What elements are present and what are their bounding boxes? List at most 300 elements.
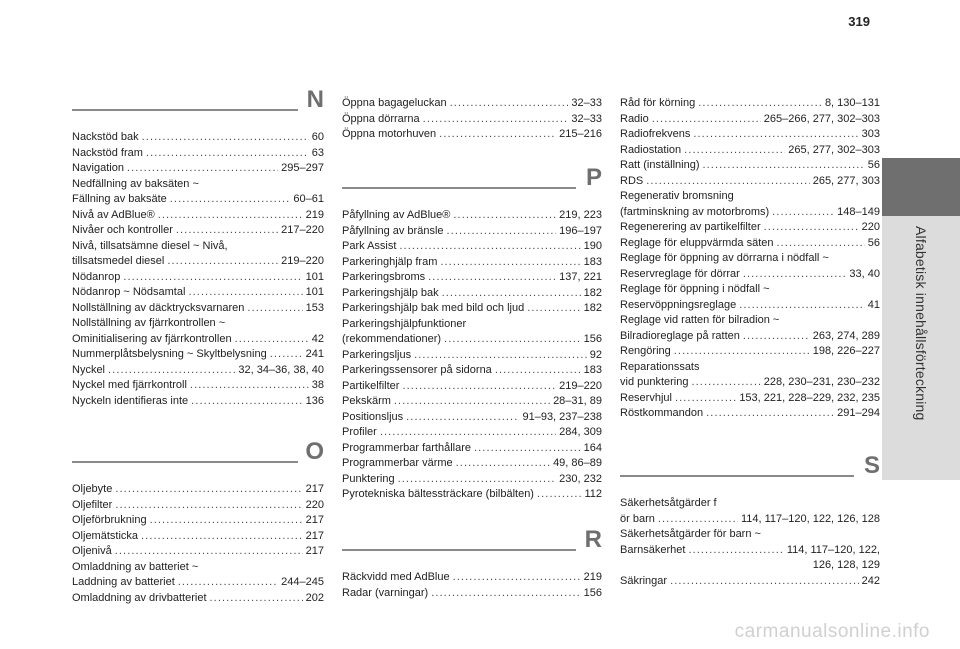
index-entry [72,482,324,498]
section-heading-s [620,454,880,496]
dot-leader [170,192,291,208]
index-entry-term: Positionsljus [342,410,404,423]
dot-leader [158,208,303,224]
index-entry-pages: 92 [589,348,602,361]
index-entry [342,286,602,302]
dot-leader [646,174,809,190]
index-heading-line: Nedfällning av baksäten ~ [72,177,199,190]
dot-leader [442,286,581,302]
index-entry-pages: 219–220 [559,379,602,392]
dot-leader [658,512,738,528]
index-entry-term: Påfyllning av AdBlue® [342,209,451,221]
index-entry-pages: 244–245 [281,576,324,588]
index-heading-line: Reglage för öppning av dörrarna i nödfall ~ [620,252,829,264]
index-entry [342,239,602,255]
index-entry-pages: 183 [583,364,602,376]
index-entry-pages: 112 [584,488,602,500]
index-entry-pages: 215–216 [559,128,602,140]
dot-leader [115,498,302,514]
index-entry [620,574,880,590]
index-entry-pages: 32–33 [571,112,602,125]
dot-leader [739,298,865,314]
index-entry-pages: 182 [583,302,602,314]
index-entry-term: Pekskärm [342,395,391,407]
index-entry [342,487,602,503]
dot-leader [447,224,557,240]
index-entry [72,498,324,514]
dot-leader [178,575,278,591]
index-entry [342,441,602,457]
index-heading-line: Reglage för öppning i nödfall ~ [620,283,770,295]
index-heading-line: Reglage vid ratten för bilradion ~ [620,314,780,326]
index-entry-term: Partikelfilter [342,379,400,392]
index-entry-pages: 156 [583,586,602,599]
index-entry-pages: 32, 34–36, 38, 40 [238,363,324,376]
index-entry-term: Parkeringsljus [342,348,412,361]
index-entry [620,127,880,143]
index-entry [620,96,880,112]
index-entry-pages: 137, 221 [559,271,602,283]
index-entry-term: Pyrotekniska bältessträckare (bilbälten) [342,488,534,500]
dot-leader [776,236,864,252]
index-entry-pages: 241 [305,348,324,360]
index-entry-term: Nivåer och kontroller [72,224,173,236]
section-heading-r [342,528,602,570]
index-entry-pages: 153, 221, 228–229, 232, 235 [739,391,880,404]
index-entry [620,512,880,528]
index-entry-term: Räckvidd med AdBlue [342,571,450,583]
index-entry [342,208,602,224]
index-entry-pages: 136 [305,394,324,407]
index-entry-pages: 220 [305,498,324,511]
side-tab-label: Alfabetisk innehållsförteckning [913,226,929,421]
dot-leader [706,406,834,422]
index-entry-term: Parkeringhjälp fram [342,255,438,268]
index-entry-pages: 263, 274, 289 [812,329,880,342]
index-entry [72,301,324,317]
index-entry [342,425,602,441]
dot-leader [176,223,278,239]
index-entry-term: Parkeringsbroms [342,271,426,283]
index-entry-pages: 32–33 [571,97,602,109]
index-list-o-umlaut [342,96,602,143]
index-entry-term: Ratt (inställning) [620,159,700,171]
index-entry-pages: 219 [305,208,324,221]
index-entry [620,174,880,190]
side-tab-marker [882,158,960,216]
index-entry-pages: 295–297 [281,162,324,174]
dot-leader [188,285,302,301]
section-rule [620,475,854,477]
index-entry [620,298,880,314]
index-entry [342,332,602,348]
index-entry-term: RDS [620,174,644,187]
dot-leader [743,267,847,283]
dot-leader [270,347,303,363]
index-entry [342,410,602,426]
index-entry-pages: 265, 277, 303 [812,174,880,187]
dot-leader [537,487,581,503]
index-entry-term: Programmerbar värme [342,457,453,469]
index-entry [342,586,602,602]
index-entry-pages: 49, 86–89 [553,457,602,469]
index-entry-pages: 220 [861,221,880,233]
dot-leader [141,529,303,545]
index-heading-line: Omladdning av batteriet ~ [72,560,199,573]
index-entry [72,285,324,301]
index-heading-line: Säkerhetsåtgärder f [620,497,717,509]
index-entry-term: Oljebyte [72,483,113,495]
index-entry-term: Reservhjul [620,391,672,404]
index-entry [72,575,324,591]
index-entry-term: Oljenivå [72,545,112,557]
index-entry-pages: 148–149 [837,205,880,218]
index-entry-term: Råd för körning [620,97,696,109]
index-entry-pages: 91–93, 237–238 [522,410,602,423]
index-entry [72,394,324,410]
index-entry [620,112,880,128]
index-entry [72,208,324,224]
dot-leader [743,329,810,345]
section-rule [72,461,298,463]
dot-leader [414,348,587,364]
index-entry [72,192,324,208]
dot-leader [108,363,235,379]
index-entry-term: Programmerbar farthållare [342,441,471,454]
index-entry-pages: 114, 117–120, 122, 126, 128 [740,512,880,525]
index-entry [620,205,880,221]
section-letter: O [305,438,324,465]
index-entry-term: Radar (varningar) [342,586,429,599]
index-entry-pages: 164 [583,441,602,454]
index-entry [620,543,880,559]
dot-leader [115,544,303,560]
index-entry-term: Fällning av baksäte [72,193,167,205]
index-entry-pages: 242 [861,574,880,587]
index-entry-pages: 265, 277, 302–303 [788,143,880,156]
index-entry-pages: 60 [311,131,324,143]
index-entry-pages: 60–61 [293,193,324,205]
index-entry-term: ör barn [620,512,655,525]
dot-leader [247,301,302,317]
index-entry [620,143,880,159]
index-entry-pages: 303 [861,128,880,140]
index-entry-term: (fartminskning av motorbroms) [620,205,770,218]
index-entry [72,332,324,348]
index-entry-term: Nivå av AdBlue® [72,208,155,221]
index-entry [72,270,324,286]
index-list-s [620,496,880,589]
index-entry-term: vid punktering [620,376,689,388]
dot-leader [123,270,302,286]
index-entry [72,161,324,177]
index-entry-pages: 228, 230–231, 230–232 [763,376,880,388]
index-entry-term: Parkeringshjälp bak med bild och ljud [342,302,525,314]
dot-leader [688,543,783,559]
index-list-o [72,482,324,606]
index-entry-pages: 38 [311,379,324,391]
index-entry [72,347,324,363]
index-entry-pages: 153 [305,301,324,314]
section-rule [72,109,298,111]
index-entry-pages: 183 [583,255,602,268]
index-entry [620,236,880,252]
index-entry [72,513,324,529]
section-heading-p [342,166,602,208]
index-entry [342,224,602,240]
index-entry [342,379,602,395]
index-entry-term: Reservöppningsreglage [620,298,737,311]
index-entry [620,158,880,174]
index-entry [342,96,602,112]
index-entry-term: tillsatsmedel diesel [72,255,165,267]
index-entry [342,348,602,364]
index-entry-term: Påfyllning av bränsle [342,224,444,237]
dot-leader [402,379,556,395]
index-entry-pages: 219–220 [281,255,324,267]
index-entry-term: Nummerplåtsbelysning ~ Skyltbelysning [72,348,267,360]
index-entry-term: Reservreglage för dörrar [620,267,740,280]
dot-leader [764,220,859,236]
dot-leader [453,570,581,586]
index-entry-term: Nödanrop ~ Nödsamtal [72,286,186,298]
dot-leader [692,375,761,391]
index-entry-term: Profiler [342,426,377,438]
index-entry-pages: 217–220 [281,224,324,236]
index-entry-pages: 190 [583,240,602,252]
index-entry-pages: 219, 223 [559,209,602,221]
index-entry-term: Park Assist [342,240,397,252]
index-entry-term: Nackstöd bak [72,131,139,143]
dot-leader [380,425,556,441]
index-entry-term: Ominitialisering av fjärrkontrollen [72,332,232,345]
dot-leader [693,127,858,143]
column-2 [342,96,602,143]
section-rule [342,549,576,551]
index-heading-line: Reparationssats [620,360,700,373]
dot-leader [772,205,834,221]
index-heading-line: Nivå, tillsatsämne diesel ~ Nivå, [72,239,228,252]
index-entry-pages: 101 [305,270,324,283]
index-entry-pages: 202 [305,591,324,604]
index-entry [342,456,602,472]
index-entry-pages: 56 [867,236,880,249]
dot-leader [146,146,309,162]
index-entry-pages: 219 [583,571,602,583]
index-entry-pages: 63 [311,146,324,159]
section-letter: R [584,526,602,553]
index-entry-term: Nyckeln identifieras inte [72,394,189,407]
index-entry-pages: 101 [305,286,324,298]
index-entry-term: Laddning av batteriet [72,576,175,588]
index-entry [620,220,880,236]
section-letter: P [585,164,602,191]
column-1 [72,88,324,409]
index-entry-term: Punktering [342,472,395,485]
index-entry-term: Barnsäkerhet [620,543,686,556]
index-entry-term: Oljeförbrukning [72,514,147,526]
index-entry [342,112,602,128]
index-entry [620,375,880,391]
dot-leader [127,161,278,177]
section-rule [342,187,576,189]
index-heading-line: Säkerhetsåtgärder för barn ~ [620,528,761,540]
index-entry-pages: 114, 117–120, 122, [786,543,880,556]
index-entry-pages: 56 [867,159,880,171]
dot-leader [406,410,519,426]
index-entry [342,270,602,286]
index-entry-term: Nödanrop [72,270,121,283]
index-entry-term: Säkringar [620,574,668,587]
watermark: carmanualsonline.info [734,621,930,642]
dot-leader [150,513,303,529]
dot-leader [191,394,302,410]
index-entry [342,570,602,586]
index-entry-pages: 217 [305,483,324,495]
index-entry [72,591,324,607]
index-entry-term: Parkeringssensorer på sidorna [342,364,492,376]
dot-leader [444,332,581,348]
index-entry-term: Radiofrekvens [620,128,691,140]
index-entry-term: Navigation [72,162,124,174]
dot-leader [698,96,822,112]
index-entry-term: Parkeringshjälp bak [342,286,439,299]
dot-leader [394,394,550,410]
index-entry-term: Radiostation [620,143,682,156]
index-heading-line: Nollställning av fjärrkontrollen ~ [72,317,226,329]
dot-leader [439,127,556,143]
index-entry-pages: 217 [305,529,324,542]
dot-leader [398,472,557,488]
index-entry-pages: 196–197 [559,224,602,237]
index-entry-pages: 291–294 [837,407,880,419]
index-entry-term: Bilradioreglage på ratten [620,329,740,342]
index-entry-term: Reglage för eluppvärmda säten [620,236,774,249]
dot-leader [399,239,580,255]
index-entry-pages: 41 [867,298,880,311]
dot-leader [474,441,581,457]
dot-leader [652,112,761,128]
dot-leader [423,112,569,128]
index-entry [342,127,602,143]
dot-leader [428,270,556,286]
index-entry-term: Regenerering av partikelfilter [620,221,761,233]
dot-leader [674,344,810,360]
index-entry-pages: 156 [583,333,602,345]
section-letter: S [863,452,880,479]
index-entry [72,378,324,394]
page-number: 319 [848,14,870,29]
index-entry-pages: 217 [305,514,324,526]
index-list-r-continued [620,96,880,422]
index-entry-term: Nackstöd fram [72,146,143,159]
index-entry-term: Nollställning av däcktrycksvarnaren [72,301,245,314]
dot-leader [684,143,785,159]
dot-leader [235,332,309,348]
column-2-p [342,166,602,503]
index-entry [620,391,880,407]
column-3-s [620,454,880,589]
index-entry [342,301,602,317]
index-heading-line: Parkeringshjälpfunktioner [342,317,467,330]
index-entry-pages: 182 [583,286,602,299]
index-entry-pages: 28–31, 89 [553,395,602,407]
column-3 [620,96,880,422]
index-list-n [72,130,324,409]
index-entry [72,223,324,239]
dot-leader [210,591,303,607]
index-entry [72,130,324,146]
index-entry [620,329,880,345]
section-heading-o [72,440,324,482]
index-entry-continuation [620,558,880,574]
index-entry-term: Nyckel [72,363,106,376]
dot-leader [431,586,580,602]
index-entry-term: Öppna dörrarna [342,112,420,125]
dot-leader [702,158,864,174]
index-entry-term: Omladdning av drivbatteriet [72,591,207,604]
dot-leader [495,363,581,379]
dot-leader [527,301,580,317]
dot-leader [142,130,309,146]
index-entry-pages: 33, 40 [849,267,880,280]
index-entry [72,363,324,379]
index-entry [72,254,324,270]
dot-leader [190,378,309,394]
index-heading-line: Regenerativ bromsning [620,190,734,202]
index-entry [620,344,880,360]
index-entry [72,146,324,162]
index-entry [72,544,324,560]
section-letter: N [306,86,324,113]
index-entry-pages: 217 [305,545,324,557]
index-entry [620,406,880,422]
index-entry-pages: 198, 226–227 [812,345,880,357]
section-heading-n [72,88,324,130]
dot-leader [440,255,580,271]
dot-leader [167,254,278,270]
index-entry [620,267,880,283]
index-list-p [342,208,602,503]
index-entry-pages: 230, 232 [559,472,602,485]
index-entry [342,255,602,271]
side-tab [882,158,960,480]
index-entry-pages: 284, 309 [559,426,602,438]
index-entry-term: Röstkommandon [620,407,704,419]
index-entry-pages: 8, 130–131 [824,97,880,109]
index-entry [342,394,602,410]
dot-leader [453,208,556,224]
column-1-lower [72,440,324,606]
index-entry-term: Nyckel med fjärrkontroll [72,379,187,391]
dot-leader [450,96,569,112]
dot-leader [115,482,302,498]
index-entry-term: Radio [620,112,649,125]
index-entry [342,472,602,488]
column-2-r [342,528,602,601]
dot-leader [456,456,550,472]
index-entry [72,529,324,545]
dot-leader [670,574,859,590]
dot-leader [675,391,736,407]
index-entry-term: Oljefilter [72,498,113,511]
index-entry-term: Öppna motorhuven [342,128,437,140]
index-entry-term: Rengöring [620,345,671,357]
index-entry-term: (rekommendationer) [342,333,442,345]
index-entry-term: Öppna bagageluckan [342,97,447,109]
index-entry-pages: 126, 128, 129 [812,559,880,571]
index-entry-pages: 42 [311,332,324,345]
